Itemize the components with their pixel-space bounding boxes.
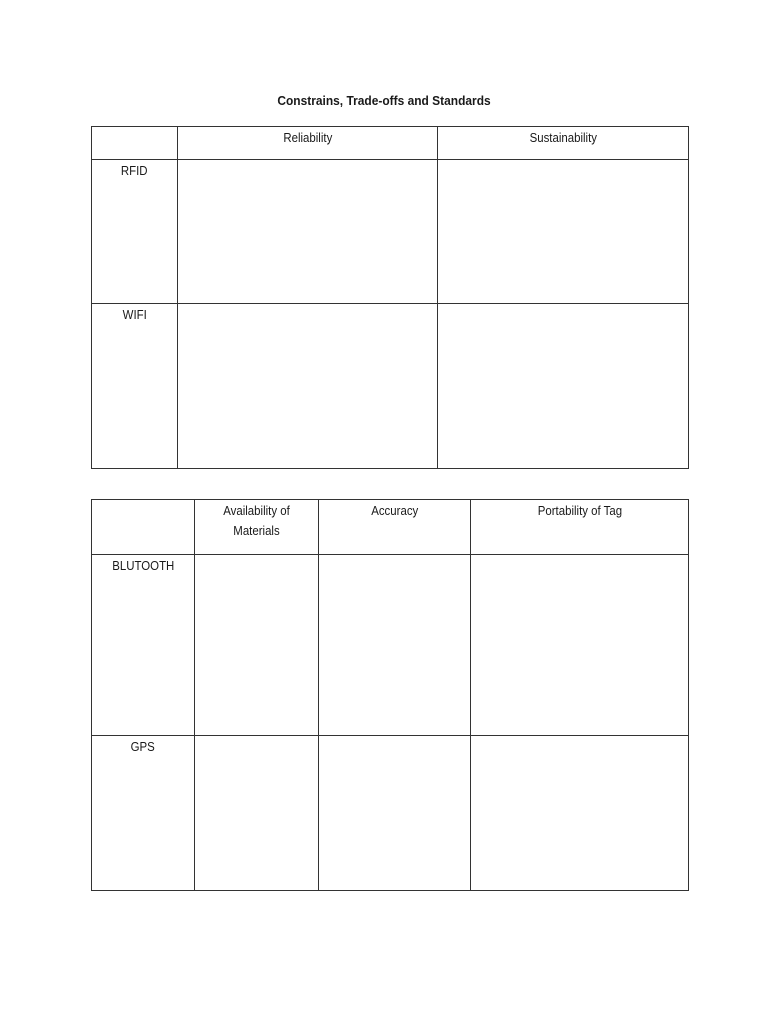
- header-label: Availability of Materials: [223, 503, 290, 538]
- table-cell[interactable]: [438, 304, 689, 469]
- header-cell-accuracy: [319, 500, 471, 555]
- table-cell[interactable]: [438, 160, 689, 304]
- table-row: [92, 160, 689, 304]
- header-label: Reliability: [283, 130, 332, 145]
- table-header-row: [92, 127, 689, 160]
- table-cell[interactable]: [178, 304, 438, 469]
- table-cell[interactable]: [195, 555, 319, 736]
- row-label-cell: [92, 160, 178, 304]
- document-title: Constrains, Trade-offs and Standards: [277, 93, 491, 108]
- header-cell-empty: [92, 127, 178, 160]
- header-cell-empty: [92, 500, 195, 555]
- row-label-cell: [92, 304, 178, 469]
- table-cell[interactable]: [195, 736, 319, 891]
- table-header-row: [92, 500, 689, 555]
- header-cell-availability-of-materials: [195, 500, 319, 555]
- row-label: WIFI: [122, 307, 147, 322]
- table-cell[interactable]: [178, 160, 438, 304]
- table-cell[interactable]: [471, 555, 689, 736]
- row-label: RFID: [121, 163, 148, 178]
- table-row: [92, 736, 689, 891]
- comparison-table-materials-accuracy-portability: [91, 499, 689, 891]
- header-label: Accuracy: [370, 503, 419, 518]
- row-label: BLUTOOTH: [111, 558, 175, 573]
- header-cell-reliability: [178, 127, 438, 160]
- row-label-cell: [92, 555, 195, 736]
- header-cell-sustainability: [438, 127, 689, 160]
- table-cell[interactable]: [319, 555, 471, 736]
- comparison-table-reliability-sustainability: [91, 126, 689, 469]
- row-label: GPS: [130, 739, 156, 754]
- table-row: [92, 555, 689, 736]
- row-label-cell: [92, 736, 195, 891]
- header-label: Portability of Tag: [537, 503, 622, 518]
- table-row: [92, 304, 689, 469]
- header-label: Sustainability: [529, 130, 597, 145]
- header-cell-portability-of-tag: [471, 500, 689, 555]
- table-cell[interactable]: [319, 736, 471, 891]
- table-cell[interactable]: [471, 736, 689, 891]
